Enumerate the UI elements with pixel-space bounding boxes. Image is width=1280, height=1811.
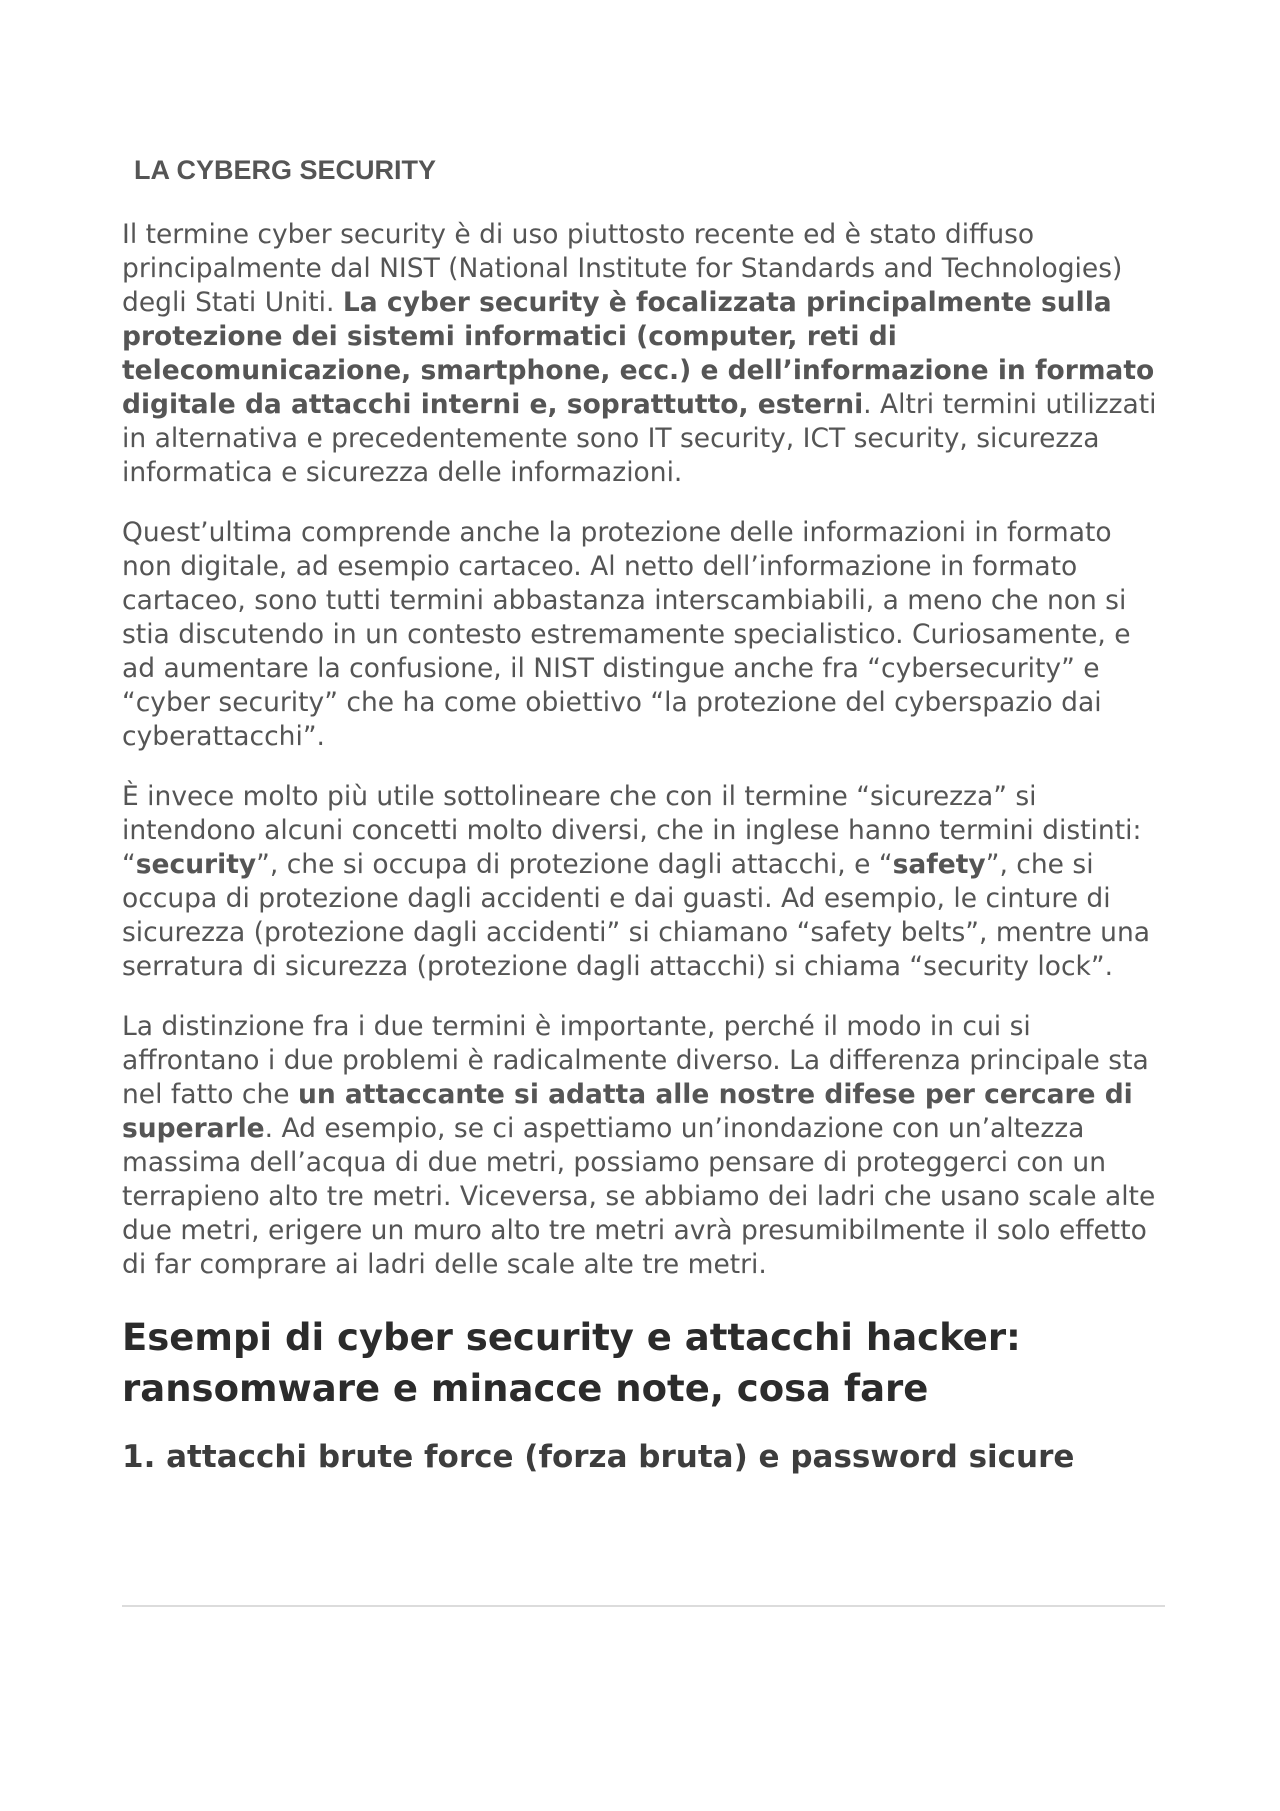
horizontal-divider xyxy=(122,1605,1165,1607)
paragraph-intro-bold: La cyber security è focalizzata principalmente sulla protezione dei sistemi informatici (computer, reti di telecomunicazione, smartphone, ecc.) e dell’informazione in formato digitale da attacchi interni e, soprattutto, esterni xyxy=(122,287,1155,420)
paragraph-intro xyxy=(122,218,1167,490)
paragraph-distinction-text-2: . Ad esempio, se ci aspettiamo un’inondazione con un’altezza massima dell’acqua di due metri, possiamo pensare di proteggerci con un terrapieno alto tre metri. Viceversa, se abbiamo dei ladri che usano scale alte due metri, erigere un muro alto tre metri avrà presumibilmente il solo effetto di far comprare ai ladri delle scale alte tre metri. xyxy=(122,1113,1156,1280)
document-page xyxy=(122,152,1167,1477)
safety-term: safety xyxy=(892,849,986,880)
paragraph-security-safety-text-3: ”, che si occupa di protezione dagli accidenti e dai guasti. Ad esempio, le cinture di sicurezza (protezione dagli accidenti” si chiamano “safety belts”, mentre una serratura di sicurezza (protezione dagli attacchi) si chiama “security lock”. xyxy=(122,849,1151,982)
paragraph-terms-text: Quest’ultima comprende anche la protezione delle informazioni in formato non digitale, ad esempio cartaceo. Al netto dell’informazione in formato cartaceo, sono tutti termini abbastanza interscambiabili, a meno che non si stia discutendo in un contesto estremamente specialistico. Curiosamente, e ad aumentare la confusione, il NIST distingue anche fra “cybersecurity” e “cyber security” che ha come obiettivo “la protezione del cyberspazio dai cyberattacchi”. xyxy=(122,517,1131,752)
paragraph-distinction xyxy=(122,1010,1167,1282)
security-term: security xyxy=(135,849,257,880)
paragraph-intro-text-1: Il termine cyber security è di uso piuttosto recente ed è stato diffuso principalmente dal NIST (National Institute for Standards and Technologies) degli Stati Uniti. xyxy=(122,219,1123,318)
subsection-heading: 1. attacchi brute force (forza bruta) e password sicure xyxy=(122,1439,1075,1475)
paragraph-security-safety-text-1: È invece molto più utile sottolineare che con il termine “sicurezza” si intendono alcuni concetti molto diversi, che in inglese hanno termini distinti: “ xyxy=(122,781,1142,880)
paragraph-security-safety-text-2: ”, che si occupa di protezione dagli attacchi, e “ xyxy=(256,849,893,880)
section-heading: Esempi di cyber security e attacchi hacker: ransomware e minacce note, cosa fare xyxy=(122,1316,1021,1410)
paragraph-terms xyxy=(122,516,1167,754)
paragraph-security-safety xyxy=(122,780,1167,984)
document-title: LA CYBERG SECURITY xyxy=(134,155,437,185)
paragraph-distinction-bold: un attaccante si adatta alle nostre difese per cercare di superarle xyxy=(122,1079,1133,1144)
paragraph-intro-text-2: . Altri termini utilizzati in alternativa e precedentemente sono IT security, ICT security, sicurezza informatica e sicurezza delle informazioni. xyxy=(122,389,1157,488)
paragraph-distinction-text-1: La distinzione fra i due termini è importante, perché il modo in cui si affrontano i due problemi è radicalmente diverso. La differenza principale sta nel fatto che xyxy=(122,1011,1149,1110)
